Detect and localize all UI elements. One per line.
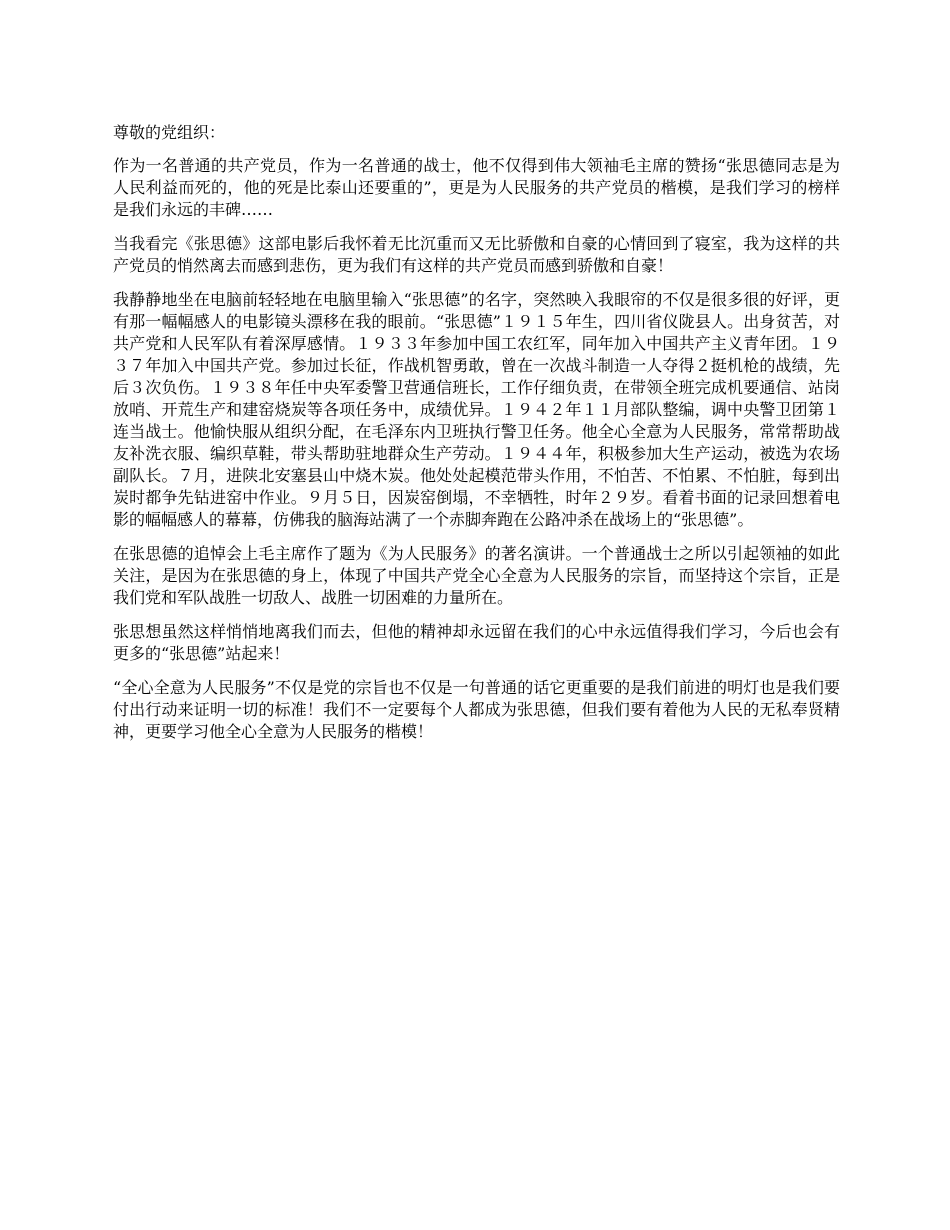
paragraph-4: 在张思德的追悼会上毛主席作了题为《为人民服务》的著名演讲。一个普通战士之所以引起领袖的如此关注，是因为在张思德的身上，体现了中国共产党全心全意为人民服务的宗旨，而坚持这个宗旨，正是我们党和军队战胜一切敌人、战胜一切困难的力量所在。 — [113, 544, 840, 607]
document-body — [113, 122, 840, 755]
paragraph-3: 我静静地坐在电脑前轻轻地在电脑里输入“张思德”的名字，突然映入我眼帘的不仅是很多很的好评，更有那一幅幅感人的电影镜头漂移在我的眼前。“张思德”１９１５年生，四川省仪陇县人。出身贫苦，对共产党和人民军队有着深厚感情。１９３３年参加中国工农红军，同年加入中国共产主义青年团。１９３７年加入中国共产党。参加过长征，作战机智勇敢，曾在一次战斗制造一人夺得２挺机枪的战绩，先后３次负伤。１９３８年任中央军委警卫营通信班长，工作仔细负责，在带领全班完成机要通信、站岗放哨、开荒生产和建窑烧炭等各项任务中，成绩优异。１９４２年１１月部队整编，调中央警卫团第１连当战士。他愉快服从组织分配，在毛泽东内卫班执行警卫任务。他全心全意为人民服务，常常帮助战友补洗衣服、编织草鞋，带头帮助驻地群众生产劳动。１９４４年，积极参加大生产运动，被选为农场副队长。７月，进陕北安塞县山中烧木炭。他处处起模范带头作用，不怕苦、不怕累、不怕脏，每到出炭时都争先钻进窑中作业。９月５日，因炭窑倒塌，不幸牺牲，时年２９岁。看着书面的记录回想着电影的幅幅感人的幕幕，仿佛我的脑海站满了一个赤脚奔跑在公路冲杀在战场上的“张思德”。 — [113, 290, 840, 529]
paragraph-1: 作为一名普通的共产党员，作为一名普通的战士，他不仅得到伟大领袖毛主席的赞扬“张思德同志是为人民利益而死的，他的死是比泰山还要重的”，更是为人民服务的共产党员的楷模，是我们学习的榜样是我们永远的丰碑…… — [113, 156, 840, 219]
salutation: 尊敬的党组织： — [113, 123, 226, 142]
paragraph-6: “全心全意为人民服务”不仅是党的宗旨也不仅是一句普通的话它更重要的是我们前进的明灯也是我们要付出行动来证明一切的标准！我们不一定要每个人都成为张思德，但我们要有着他为人民的无私奉贤精神，更要学习他全心全意为人民服务的楷模！ — [113, 678, 840, 741]
paragraph-2: 当我看完《张思德》这部电影后我怀着无比沉重而又无比骄傲和自豪的心情回到了寝室，我为这样的共产党员的悄然离去而感到悲伤，更为我们有这样的共产党员而感到骄傲和自豪！ — [113, 234, 840, 275]
paragraph-5: 张思想虽然这样悄悄地离我们而去，但他的精神却永远留在我们的心中永远值得我们学习，今后也会有更多的“张思德”站起来！ — [113, 622, 840, 663]
